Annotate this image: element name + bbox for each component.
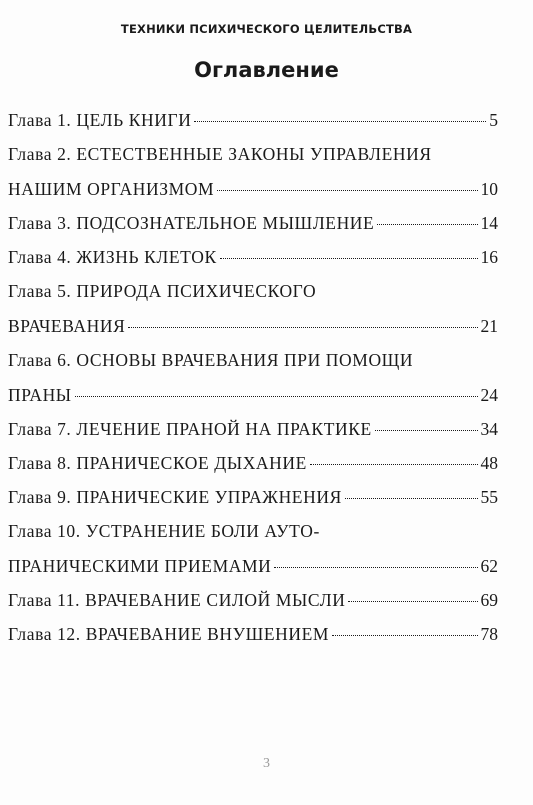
toc-entry-line	[8, 281, 498, 301]
toc-entry-line	[8, 213, 498, 233]
toc-entry-line	[8, 316, 498, 336]
toc-page-number: 16	[480, 247, 498, 267]
toc-entry-line	[8, 419, 498, 439]
dot-leader	[217, 190, 477, 191]
dot-leader	[348, 601, 477, 602]
page-number: 3	[263, 756, 270, 771]
toc-entry-title-continued: НАШИМ ОРГАНИЗМОМ	[8, 179, 215, 199]
running-head: ТЕХНИКИ ПСИХИЧЕСКОГО ЦЕЛИТЕЛЬСТВА	[120, 22, 413, 36]
dot-leader	[220, 258, 478, 259]
toc-page-number: 24	[480, 385, 498, 405]
toc-page-number: 21	[480, 316, 498, 336]
toc-page-number: 69	[480, 590, 498, 610]
dot-leader	[274, 567, 477, 568]
toc-entry-title: Глава 3. ПОДСОЗНАТЕЛЬНОЕ МЫШЛЕНИЕ	[8, 213, 375, 233]
toc-entry-title: Глава 9. ПРАНИЧЕСКИЕ УПРАЖНЕНИЯ	[8, 487, 342, 507]
dot-leader	[332, 635, 477, 636]
toc-entry-line	[8, 385, 498, 405]
toc-entry-line	[8, 179, 498, 199]
toc-entry-title: Глава 4. ЖИЗНЬ КЛЕТОК	[8, 247, 217, 267]
toc-title: Оглавление	[194, 58, 339, 82]
toc-page-number: 55	[480, 487, 498, 507]
toc-entry-title-continued: ВРАЧЕВАНИЯ	[8, 316, 126, 336]
toc-entry-title-continued: ПРАНЫ	[8, 385, 72, 405]
toc-entry-title: Глава 12. ВРАЧЕВАНИЕ ВНУШЕНИЕМ	[8, 624, 330, 644]
toc-entry-11	[8, 590, 498, 610]
toc-entry-6	[8, 350, 498, 405]
toc-entry-title: Глава 6. ОСНОВЫ ВРАЧЕВАНИЯ ПРИ ПОМОЩИ	[8, 350, 414, 370]
dot-leader	[310, 464, 478, 465]
toc-page-number: 62	[480, 556, 498, 576]
toc-entry-1	[8, 110, 498, 130]
toc-entry-title: Глава 8. ПРАНИЧЕСКОЕ ДЫХАНИЕ	[8, 453, 307, 473]
toc-entry-title: Глава 7. ЛЕЧЕНИЕ ПРАНОЙ НА ПРАКТИКЕ	[8, 419, 372, 439]
toc-entry-9	[8, 487, 498, 507]
toc-entry-title-continued: ПРАНИЧЕСКИМИ ПРИЕМАМИ	[8, 556, 272, 576]
dot-leader	[194, 121, 486, 122]
toc-entry-7	[8, 419, 498, 439]
toc-entry-2	[8, 144, 498, 199]
toc-entry-line	[8, 110, 498, 130]
dot-leader	[377, 224, 477, 225]
toc-page-number: 78	[480, 624, 498, 644]
toc-page-number: 34	[480, 419, 498, 439]
toc-page-number: 10	[480, 179, 498, 199]
toc-entry-line	[8, 144, 498, 164]
toc-entry-5	[8, 281, 498, 336]
toc-page-number: 5	[489, 110, 498, 130]
toc-entry-line	[8, 556, 498, 576]
dot-leader	[375, 430, 478, 431]
dot-leader	[345, 498, 478, 499]
toc-entry-title: Глава 2. ЕСТЕСТВЕННЫЕ ЗАКОНЫ УПРАВЛЕНИЯ	[8, 144, 432, 164]
toc-entry-line	[8, 247, 498, 267]
toc-entry-line	[8, 521, 498, 541]
toc-entry-title: Глава 1. ЦЕЛЬ КНИГИ	[8, 110, 192, 130]
toc-entry-3	[8, 213, 498, 233]
toc-entry-line	[8, 453, 498, 473]
toc-entry-12	[8, 624, 498, 644]
dot-leader	[128, 327, 477, 328]
toc-entry-title: Глава 5. ПРИРОДА ПСИХИЧЕСКОГО	[8, 281, 317, 301]
toc-entry-line	[8, 624, 498, 644]
toc-entry-title: Глава 10. УСТРАНЕНИЕ БОЛИ АУТО-	[8, 521, 320, 541]
toc-entry-line	[8, 487, 498, 507]
toc-entry-10	[8, 521, 498, 576]
toc-entry-8	[8, 453, 498, 473]
toc-entry-4	[8, 247, 498, 267]
table-of-contents	[8, 110, 498, 658]
toc-entry-title: Глава 11. ВРАЧЕВАНИЕ СИЛОЙ МЫСЛИ	[8, 590, 346, 610]
toc-page-number: 48	[480, 453, 498, 473]
dot-leader	[75, 396, 478, 397]
toc-page-number: 14	[480, 213, 498, 233]
toc-entry-line	[8, 590, 498, 610]
toc-entry-line	[8, 350, 498, 370]
